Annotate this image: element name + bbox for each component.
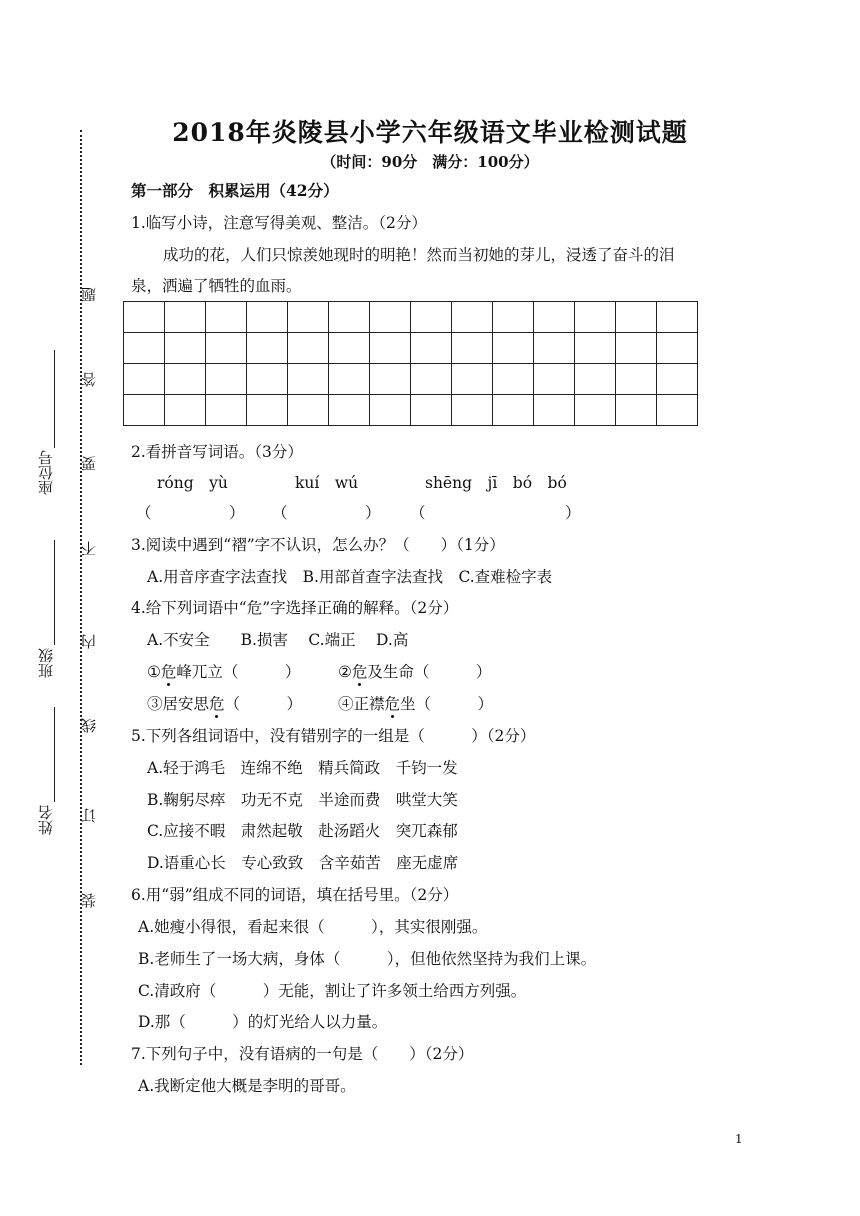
page-title: 2018年炎陵县小学六年级语文毕业检测试题 bbox=[172, 118, 688, 147]
grid-cell[interactable] bbox=[616, 395, 657, 426]
grid-cell[interactable] bbox=[329, 395, 370, 426]
poem-line: 成功的花，人们只惊羡她现时的明艳！然而当初她的芽儿，浸透了奋斗的泪 bbox=[163, 246, 675, 264]
question-4-options: A.不安全 B.损害 C.端正 D.高 bbox=[147, 631, 409, 649]
question-4-item-2: ②危及生命（ ） bbox=[338, 663, 492, 681]
name-line bbox=[54, 707, 55, 802]
question-2: 2.看拼音写词语。（3分） bbox=[131, 443, 303, 461]
binding-char: 内 bbox=[80, 634, 98, 649]
page-number: 1 bbox=[735, 1132, 743, 1146]
binding-dotted-line bbox=[80, 130, 82, 1065]
question-3: 3.阅读中遇到“褶”字不认识，怎么办？（ ）（1分） bbox=[131, 536, 505, 554]
exam-info: （时间：90分 满分：100分） bbox=[321, 153, 539, 171]
grid-cell[interactable] bbox=[534, 364, 575, 395]
grid-row bbox=[124, 364, 698, 395]
question-5-option: A.轻于鸿毛 连绵不绝 精兵简政 千钧一发 bbox=[147, 759, 458, 777]
grid-row bbox=[124, 395, 698, 426]
grid-cell[interactable] bbox=[165, 395, 206, 426]
question-4: 4.给下列词语中“危”字选择正确的解释。（2分） bbox=[131, 599, 459, 617]
grid-cell[interactable] bbox=[493, 395, 534, 426]
pinyin-3: shēng jī bó bó bbox=[425, 474, 567, 492]
binding-char: 要 bbox=[80, 456, 98, 471]
grid-cell[interactable] bbox=[657, 364, 698, 395]
writing-grid[interactable] bbox=[123, 301, 698, 426]
binding-char: 题 bbox=[80, 287, 98, 302]
grid-cell[interactable] bbox=[657, 395, 698, 426]
grid-cell[interactable] bbox=[165, 333, 206, 364]
poem-line: 泉，洒遍了牺牲的血雨。 bbox=[131, 277, 302, 295]
grid-cell[interactable] bbox=[575, 395, 616, 426]
class-line bbox=[54, 540, 55, 645]
grid-cell[interactable] bbox=[370, 333, 411, 364]
grid-cell[interactable] bbox=[657, 333, 698, 364]
grid-cell[interactable] bbox=[124, 302, 165, 333]
pinyin-1: róng yù bbox=[157, 474, 228, 492]
grid-cell[interactable] bbox=[206, 364, 247, 395]
grid-cell[interactable] bbox=[452, 333, 493, 364]
grid-cell[interactable] bbox=[534, 333, 575, 364]
grid-cell[interactable] bbox=[616, 302, 657, 333]
binding-char: 线 bbox=[80, 718, 98, 733]
question-6-item: C.清政府（ ）无能，割让了许多领土给西方列强。 bbox=[138, 982, 527, 1000]
question-5-option: D.语重心长 专心致致 含辛茹苦 座无虚席 bbox=[147, 854, 459, 872]
grid-row bbox=[124, 302, 698, 333]
seat-number-line bbox=[54, 350, 55, 448]
question-4-item-4: ④正襟危坐（ ） bbox=[338, 695, 494, 713]
grid-cell[interactable] bbox=[657, 302, 698, 333]
seat-number-label: 座位号 bbox=[37, 450, 55, 495]
grid-cell[interactable] bbox=[165, 302, 206, 333]
grid-cell[interactable] bbox=[165, 364, 206, 395]
grid-cell[interactable] bbox=[411, 364, 452, 395]
question-6: 6.用“弱”组成不同的词语，填在括号里。（2分） bbox=[131, 886, 459, 904]
grid-cell[interactable] bbox=[206, 302, 247, 333]
grid-cell[interactable] bbox=[124, 364, 165, 395]
grid-cell[interactable] bbox=[288, 364, 329, 395]
grid-cell[interactable] bbox=[370, 395, 411, 426]
binding-char: 订 bbox=[80, 808, 98, 823]
grid-cell[interactable] bbox=[124, 333, 165, 364]
grid-cell[interactable] bbox=[288, 333, 329, 364]
grid-cell[interactable] bbox=[493, 364, 534, 395]
grid-cell[interactable] bbox=[411, 395, 452, 426]
grid-cell[interactable] bbox=[411, 333, 452, 364]
name-label: 姓名 bbox=[37, 805, 55, 835]
grid-cell[interactable] bbox=[452, 302, 493, 333]
grid-cell[interactable] bbox=[288, 302, 329, 333]
question-7: 7.下列句子中，没有语病的一句是（ ）（2分） bbox=[131, 1045, 474, 1063]
grid-cell[interactable] bbox=[616, 364, 657, 395]
question-3-options: A.用音序查字法查找 B.用部首查字法查找 C.查难检字表 bbox=[147, 568, 553, 586]
grid-cell[interactable] bbox=[329, 364, 370, 395]
grid-cell[interactable] bbox=[575, 333, 616, 364]
question-6-item: B.老师生了一场大病，身体（ ），但他依然坚持为我们上课。 bbox=[138, 950, 597, 968]
pinyin-2: kuí wú bbox=[295, 474, 359, 492]
question-5: 5.下列各组词语中，没有错别字的一组是（ ）（2分） bbox=[131, 727, 536, 745]
grid-cell[interactable] bbox=[247, 302, 288, 333]
binding-char: 不 bbox=[80, 541, 98, 556]
grid-cell[interactable] bbox=[247, 333, 288, 364]
grid-cell[interactable] bbox=[411, 302, 452, 333]
answer-blank[interactable]: （ ） bbox=[136, 504, 245, 522]
grid-cell[interactable] bbox=[493, 333, 534, 364]
binding-char: 装 bbox=[80, 893, 98, 908]
grid-cell[interactable] bbox=[206, 395, 247, 426]
class-label: 班级 bbox=[37, 648, 55, 678]
question-4-item-1: ①危峰兀立（ ） bbox=[147, 663, 301, 681]
grid-cell[interactable] bbox=[370, 364, 411, 395]
question-5-option: C.应接不暇 肃然起敬 赴汤蹈火 突兀森郁 bbox=[147, 822, 458, 840]
question-6-item: D.那（ ）的灯光给人以力量。 bbox=[138, 1013, 388, 1031]
grid-cell[interactable] bbox=[534, 302, 575, 333]
grid-cell[interactable] bbox=[493, 302, 534, 333]
grid-cell[interactable] bbox=[534, 395, 575, 426]
grid-cell[interactable] bbox=[247, 364, 288, 395]
grid-cell[interactable] bbox=[206, 333, 247, 364]
grid-row bbox=[124, 333, 698, 364]
binding-char: 答 bbox=[80, 372, 98, 387]
grid-cell[interactable] bbox=[370, 302, 411, 333]
grid-cell[interactable] bbox=[616, 333, 657, 364]
section-heading: 第一部分 积累运用（42分） bbox=[131, 181, 339, 200]
question-6-item: A.她瘦小得很，看起来很（ ），其实很刚强。 bbox=[138, 918, 488, 936]
question-1: 1.临写小诗，注意写得美观、整洁。（2分） bbox=[131, 214, 427, 232]
grid-cell[interactable] bbox=[124, 395, 165, 426]
grid-cell[interactable] bbox=[329, 333, 370, 364]
answer-blank[interactable]: （ ） bbox=[272, 504, 381, 522]
question-7-item: A.我断定他大概是李明的哥哥。 bbox=[138, 1077, 356, 1095]
grid-cell[interactable] bbox=[452, 395, 493, 426]
grid-cell[interactable] bbox=[575, 364, 616, 395]
question-5-option: B.鞠躬尽瘁 功无不克 半途而费 哄堂大笑 bbox=[147, 791, 458, 809]
grid-cell[interactable] bbox=[288, 395, 329, 426]
question-4-item-3: ③居安思危（ ） bbox=[147, 695, 303, 713]
grid-cell[interactable] bbox=[452, 364, 493, 395]
answer-blank[interactable]: （ ） bbox=[410, 504, 581, 522]
grid-cell[interactable] bbox=[329, 302, 370, 333]
grid-cell[interactable] bbox=[575, 302, 616, 333]
grid-cell[interactable] bbox=[247, 395, 288, 426]
